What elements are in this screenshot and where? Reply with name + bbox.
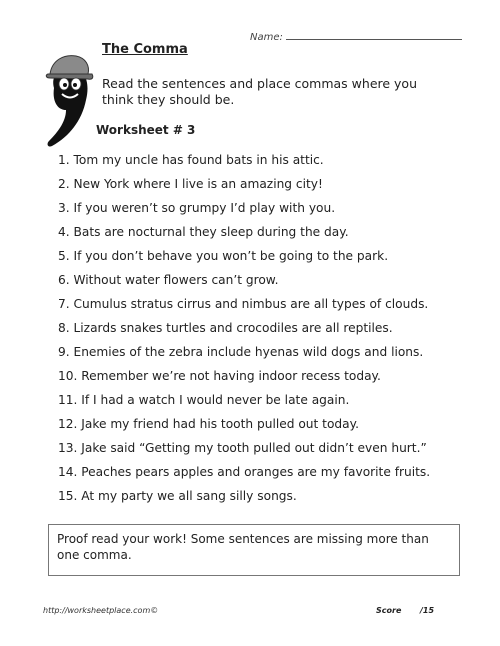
instructions: Read the sentences and place commas where you think they should be. bbox=[102, 76, 418, 107]
sentence-list bbox=[58, 152, 430, 512]
sentence-item[interactable]: 14. Peaches pears apples and oranges are my favorite fruits. bbox=[58, 465, 431, 479]
worksheet-number: Worksheet # 3 bbox=[96, 123, 196, 137]
sentence-item[interactable]: 11. If I had a watch I would never be late again. bbox=[58, 393, 350, 407]
name-field[interactable] bbox=[250, 31, 462, 43]
sentence-item[interactable]: 10. Remember we’re not having indoor recess today. bbox=[58, 369, 381, 383]
sentence-item[interactable]: 4. Bats are nocturnal they sleep during the day. bbox=[58, 225, 349, 239]
sentence-item[interactable]: 6. Without water flowers can’t grow. bbox=[58, 273, 279, 287]
comma-mascot-icon bbox=[40, 44, 100, 150]
footer-url[interactable]: http://worksheetplace.com© bbox=[43, 606, 159, 615]
sentence-item[interactable]: 12. Jake my friend had his tooth pulled out today. bbox=[58, 417, 359, 431]
score-total: /15 bbox=[420, 606, 435, 615]
sentence-item[interactable]: 8. Lizards snakes turtles and crocodiles are all reptiles. bbox=[58, 321, 393, 335]
proofread-note-box: Proof read your work! Some sentences are missing more than one comma. bbox=[48, 524, 460, 576]
sentence-item[interactable]: 2. New York where I live is an amazing city! bbox=[58, 177, 323, 191]
sentence-item[interactable]: 1. Tom my uncle has found bats in his attic. bbox=[58, 153, 324, 167]
name-underline bbox=[286, 31, 462, 40]
sentence-item[interactable]: 15. At my party we all sang silly songs. bbox=[58, 489, 297, 503]
sentence-item[interactable]: 7. Cumulus stratus cirrus and nimbus are all types of clouds. bbox=[58, 297, 429, 311]
sentence-item[interactable]: 3. If you weren’t so grumpy I’d play with you. bbox=[58, 201, 336, 215]
name-label: Name: bbox=[250, 32, 283, 43]
worksheet-title: The Comma bbox=[102, 42, 188, 57]
score-label: Score bbox=[376, 606, 402, 615]
sentence-item[interactable]: 9. Enemies of the zebra include hyenas wild dogs and lions. bbox=[58, 345, 424, 359]
sentence-item[interactable]: 13. Jake said “Getting my tooth pulled out didn’t even hurt.” bbox=[58, 441, 427, 455]
sentence-item[interactable]: 5. If you don’t behave you won’t be going to the park. bbox=[58, 249, 389, 263]
